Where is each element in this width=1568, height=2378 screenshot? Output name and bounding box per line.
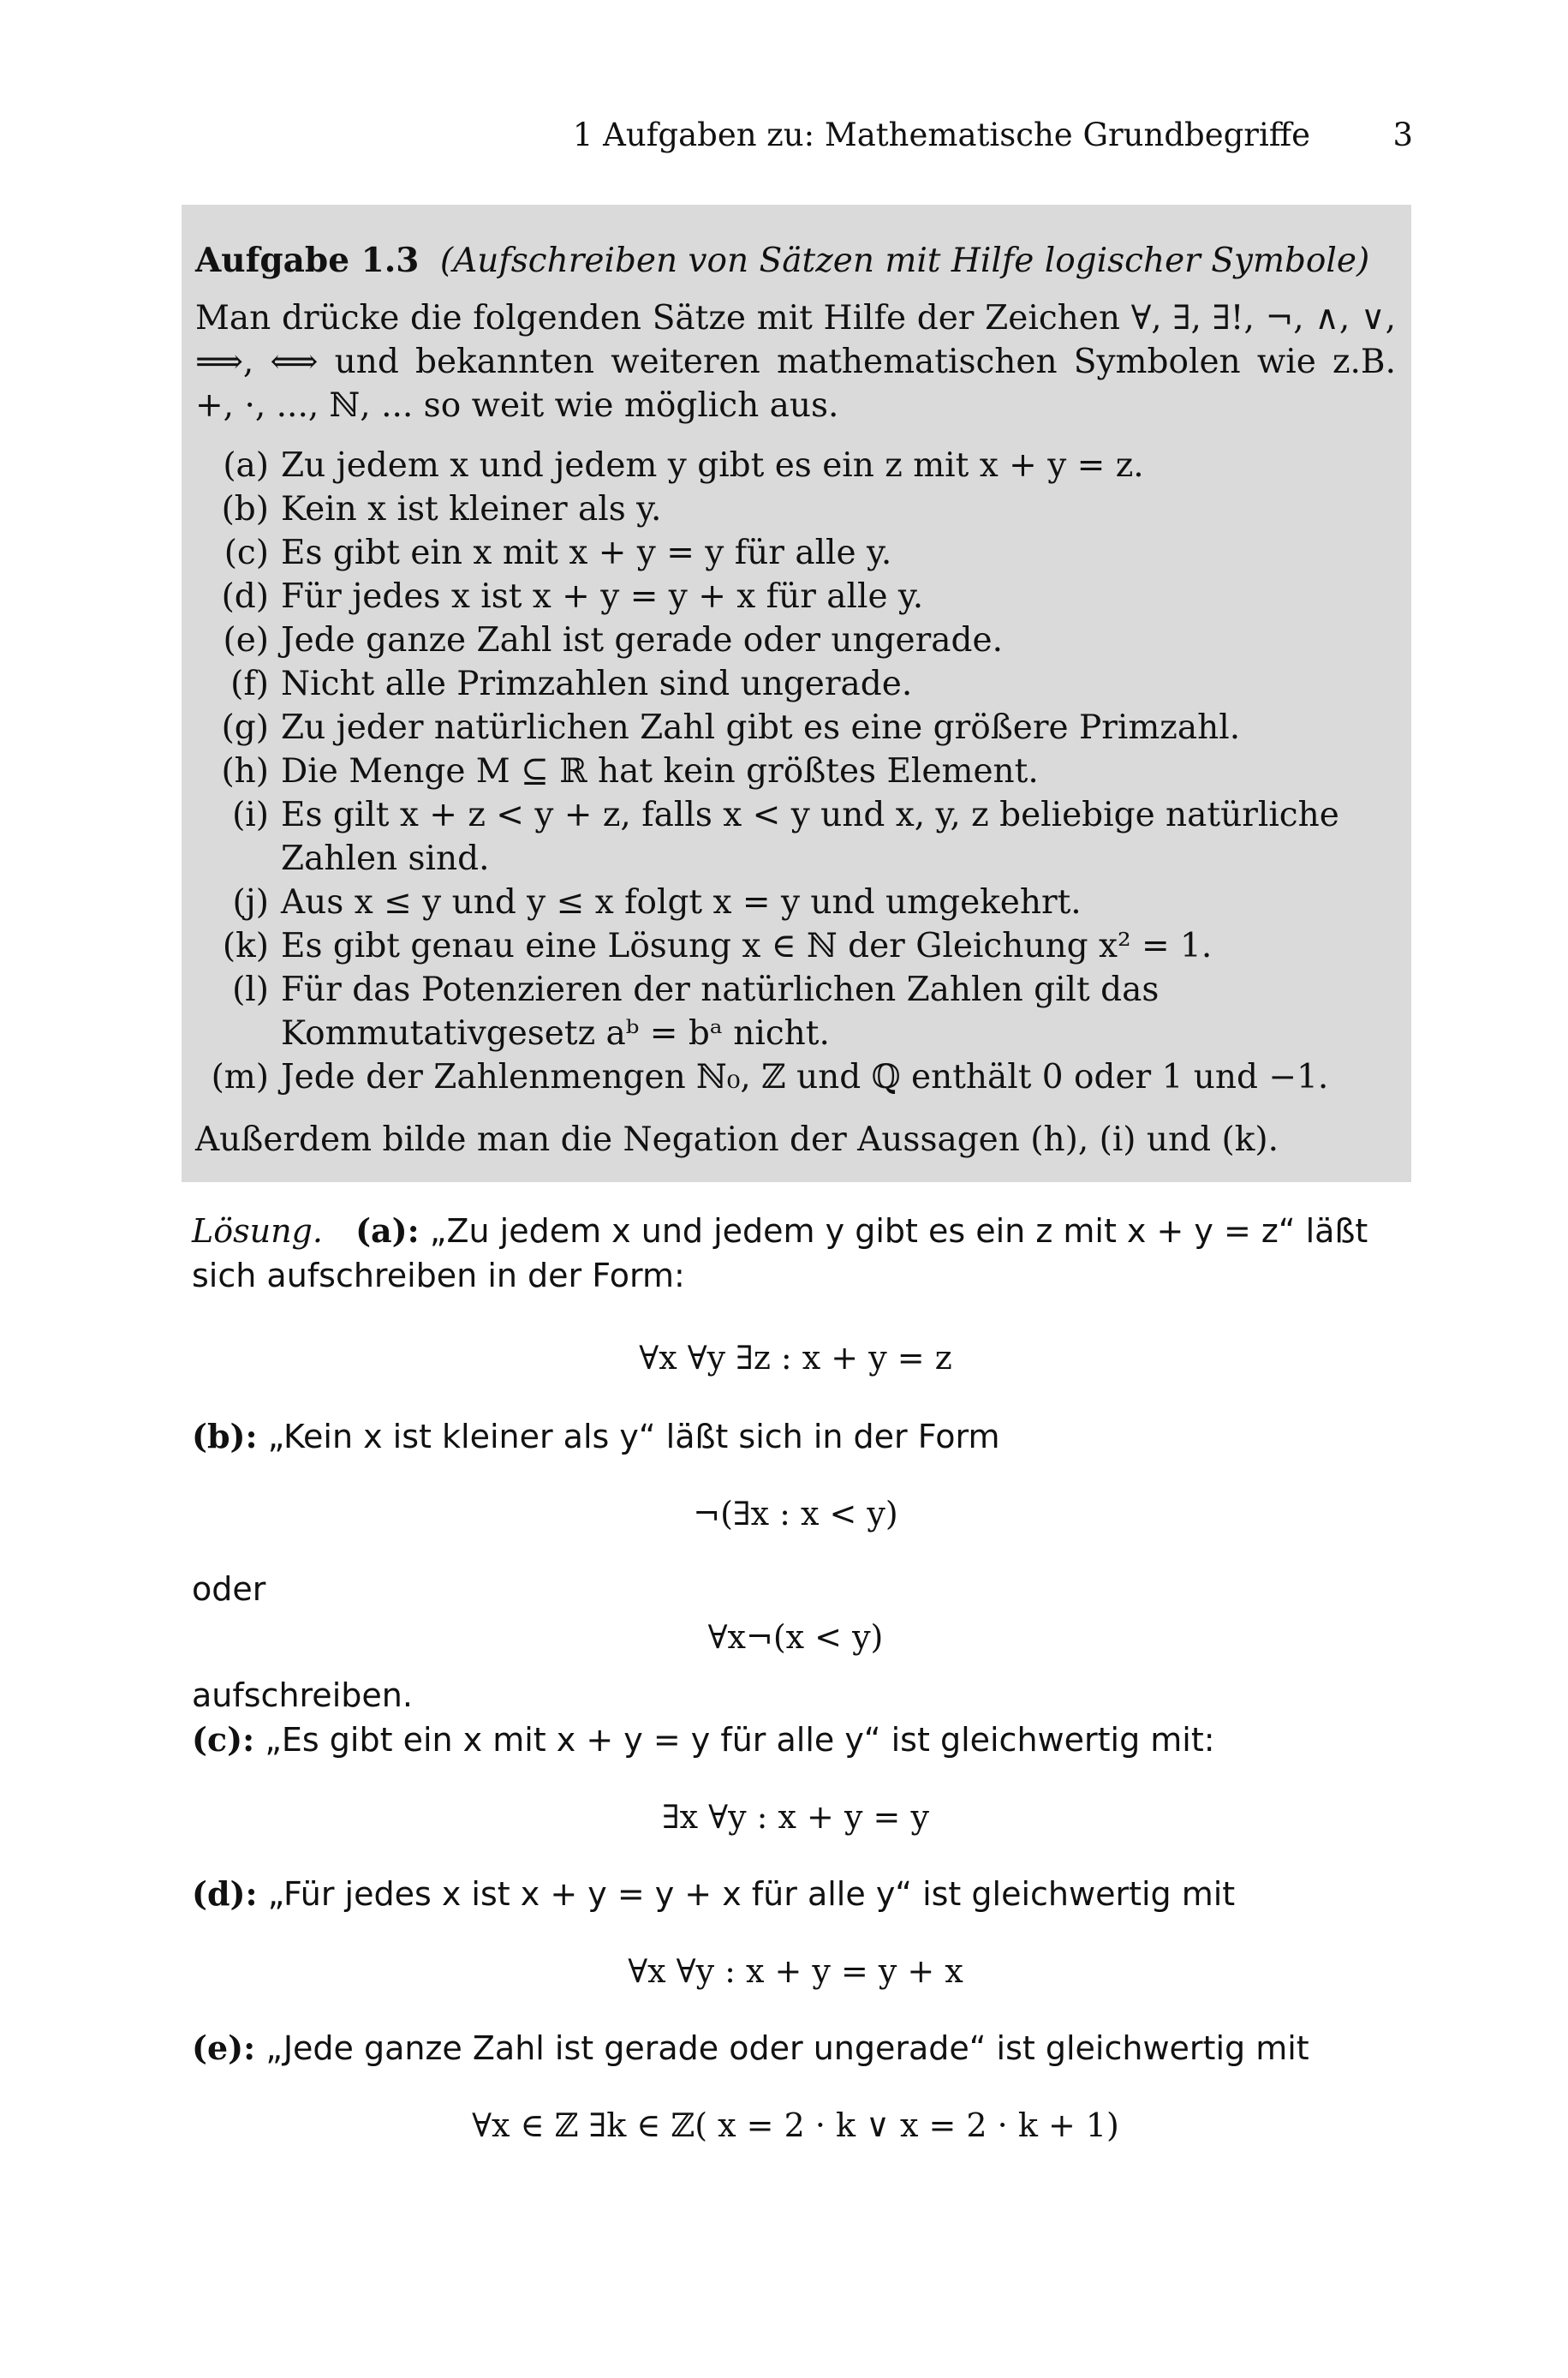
solution-label: Lösung. (192, 1212, 323, 1250)
exercise-item (195, 531, 1396, 575)
item-label: (c) (224, 534, 269, 572)
formula-e: ∀x ∈ ℤ ∃k ∈ ℤ( x = 2 · k ∨ x = 2 · k + 1) (472, 2106, 1119, 2144)
exercise-item (195, 575, 1396, 618)
formula-b-2: ∀x¬(x < y) (707, 1618, 884, 1656)
part-b-end: aufschreiben. (192, 1676, 413, 1714)
item-label: (a) (223, 446, 269, 485)
exercise-item (195, 662, 1396, 706)
exercise-label: Aufgabe 1.3 (195, 241, 420, 280)
exercise-item (195, 444, 1396, 487)
exercise-item (195, 924, 1396, 968)
item-text: Jede ganze Zahl ist gerade oder ungerade. (281, 621, 1003, 660)
exercise-item (195, 1055, 1396, 1099)
solution (192, 1209, 1399, 2148)
solution-a-paragraph (192, 1209, 1399, 1298)
formula-d: ∀x ∀y : x + y = y + x (628, 1952, 963, 1990)
item-text: Für das Potenzieren der natürlichen Zahlen gilt das Kommutativgesetz aᵇ = bᵃ nicht. (281, 971, 1160, 1053)
item-label: (h) (221, 752, 269, 791)
exercise-box (182, 205, 1411, 1182)
solution-b-paragraph (192, 1414, 1399, 1459)
formula-a: ∀x ∀y ∃z : x + y = z (639, 1339, 952, 1377)
item-text: Die Menge M ⊆ ℝ hat kein größtes Element. (281, 752, 1039, 791)
exercise-item (195, 968, 1396, 1055)
page-number: 3 (1392, 117, 1413, 153)
solution-c-paragraph (192, 1718, 1399, 1762)
item-label: (m) (211, 1058, 269, 1096)
item-text: Jede der Zahlenmengen ℕ₀, ℤ und ℚ enthält 0 oder 1 und −1. (281, 1058, 1329, 1096)
item-text: Für jedes x ist x + y = y + x für alle y. (281, 577, 924, 616)
exercise-list (195, 444, 1396, 1099)
item-text: Zu jeder natürlichen Zahl gibt es eine größere Primzahl. (281, 708, 1241, 747)
running-head (180, 117, 1413, 159)
exercise-item (195, 750, 1396, 793)
exercise-item (195, 706, 1396, 750)
part-c-text: „Es gibt ein x mit x + y = y für alle y“ ist gleichwertig mit: (265, 1721, 1215, 1759)
item-label: (g) (221, 708, 269, 747)
item-text: Es gilt x + z < y + z, falls x < y und x, y, z beliebige natürliche Zahlen sind. (281, 796, 1339, 878)
part-b-oder: oder (192, 1570, 266, 1608)
item-label: (d) (221, 577, 269, 616)
part-c-label: (c): (192, 1720, 255, 1759)
exercise-item (195, 487, 1396, 531)
part-b-label: (b): (192, 1417, 258, 1455)
solution-d-paragraph (192, 1872, 1399, 1916)
item-text: Zu jedem x und jedem y gibt es ein z mit x + y = z. (281, 446, 1144, 485)
solution-e-paragraph (192, 2026, 1399, 2070)
running-title: 1 Aufgaben zu: Mathematische Grundbegriffe (572, 117, 1310, 153)
item-text: Es gibt genau eine Lösung x ∈ ℕ der Gleichung x² = 1. (281, 927, 1213, 965)
item-label: (j) (232, 883, 269, 922)
exercise-outro: Außerdem bilde man die Negation der Aussagen (h), (i) und (k). (195, 1120, 1279, 1159)
part-a-text: „Zu jedem x und jedem y gibt es ein z mit x + y = z“ läßt sich aufschreiben in der Form: (192, 1212, 1368, 1294)
formula-c: ∃x ∀y : x + y = y (662, 1798, 929, 1836)
part-b-text: „Kein x ist kleiner als y“ läßt sich in der Form (267, 1418, 1000, 1455)
exercise-item (195, 881, 1396, 924)
item-text: Kein x ist kleiner als y. (281, 490, 662, 529)
part-a-label: (a): (355, 1211, 420, 1250)
exercise-subtitle: (Aufschreiben von Sätzen mit Hilfe logischer Symbole) (439, 242, 1370, 280)
formula-b-1: ¬(∃x : x < y) (693, 1495, 898, 1533)
exercise-heading (195, 239, 1396, 283)
item-label: (k) (222, 927, 269, 965)
item-label: (b) (221, 490, 269, 529)
item-text: Es gibt ein x mit x + y = y für alle y. (281, 534, 892, 572)
item-label: (f) (230, 665, 269, 703)
part-d-text: „Für jedes x ist x + y = y + x für alle y“ ist gleichwertig mit (267, 1875, 1236, 1913)
exercise-intro: Man drücke die folgenden Sätze mit Hilfe der Zeichen ∀, ∃, ∃!, ¬, ∧, ∨, ⟹, ⟺ und bekannten weiteren mathematischen Symbolen wie z.B. +, ·, ..., ℕ, ... so weit wie möglich aus. (195, 299, 1396, 425)
part-d-label: (d): (192, 1874, 258, 1913)
item-label: (e) (223, 621, 269, 660)
part-e-label: (e): (192, 2028, 256, 2067)
exercise-item (195, 793, 1396, 881)
exercise-item (195, 618, 1396, 662)
item-label: (i) (232, 796, 269, 834)
item-label: (l) (232, 971, 269, 1009)
part-e-text: „Jede ganze Zahl ist gerade oder ungerade“ ist gleichwertig mit (265, 2029, 1309, 2067)
item-text: Nicht alle Primzahlen sind ungerade. (281, 665, 913, 703)
item-text: Aus x ≤ y und y ≤ x folgt x = y und umgekehrt. (281, 883, 1082, 922)
